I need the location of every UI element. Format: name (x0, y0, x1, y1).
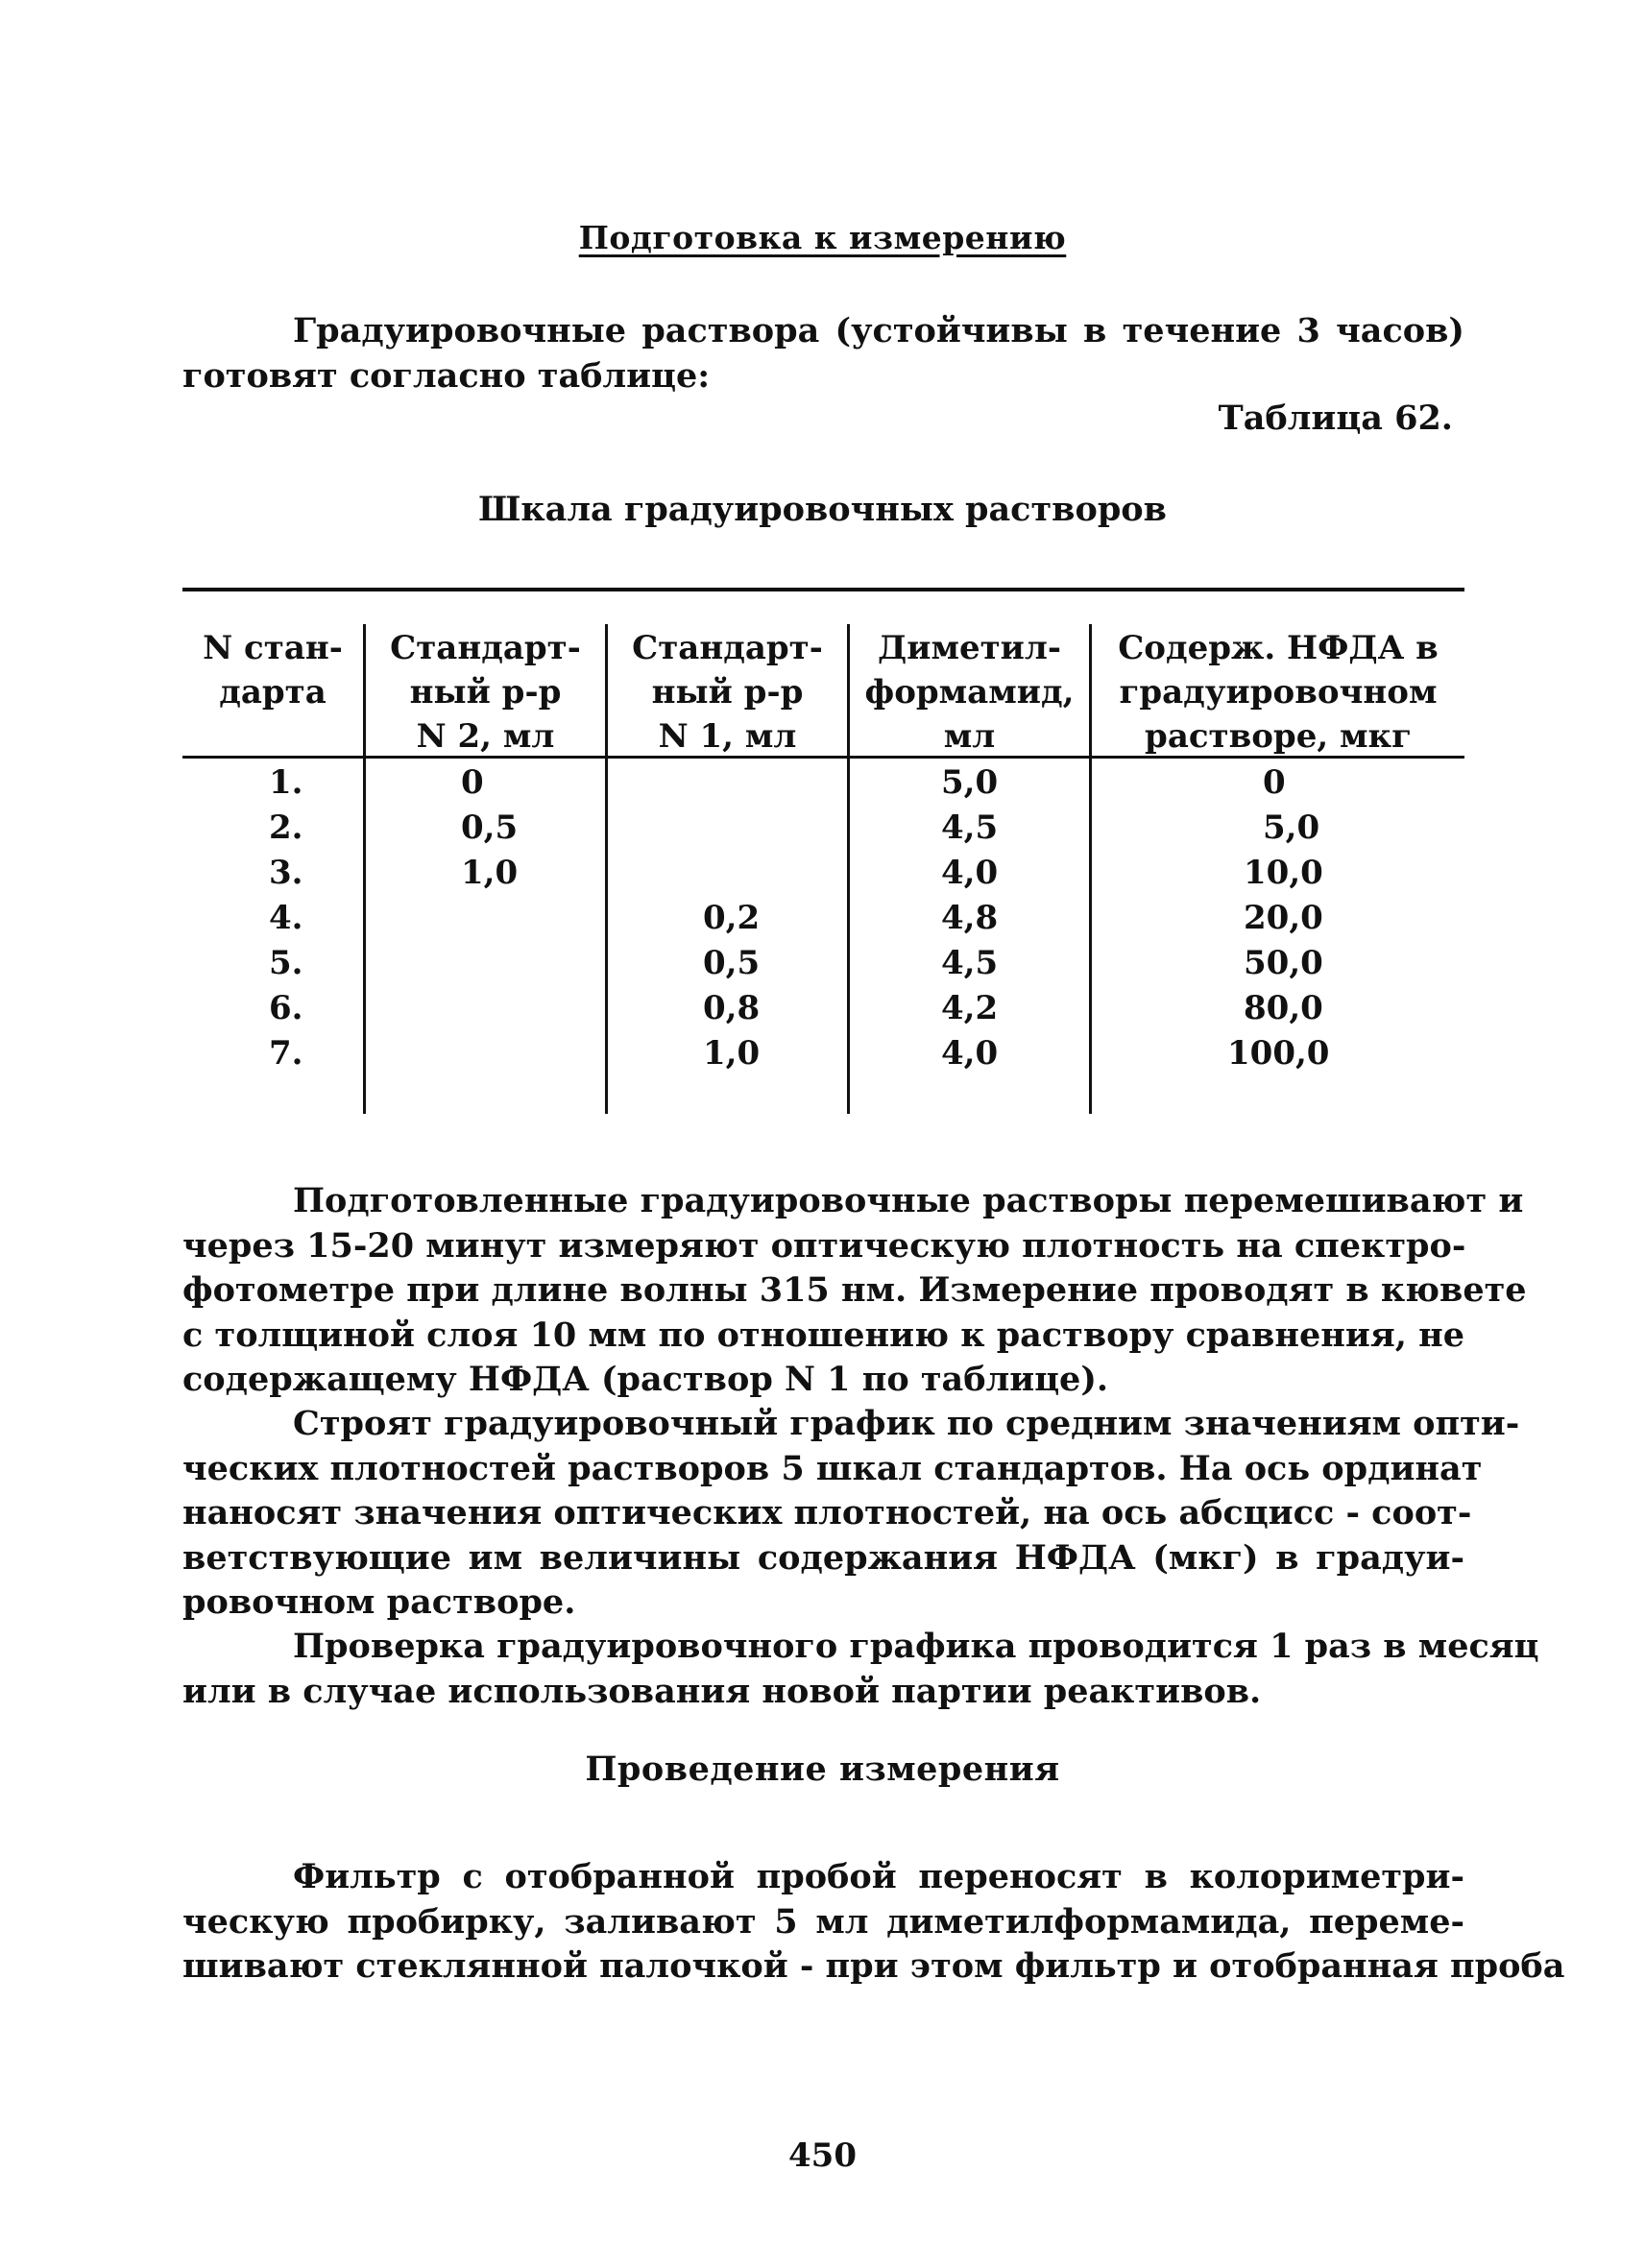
text-line: Подготовленные градуировочные растворы перемешивают и (293, 1181, 1524, 1220)
row-number: 3. (269, 854, 303, 892)
cell-content: 0 (1263, 763, 1286, 802)
header-standard-solution-1: Стандарт- ный р-р N 1, мл (632, 629, 823, 756)
cell-content: 100,0 (1227, 1034, 1330, 1073)
cell-sol1: 0,2 (703, 899, 761, 937)
text-line: через 15-20 минут измеряют оптическую плотность на спектро- (182, 1225, 1466, 1266)
cell-content: 50,0 (1244, 944, 1323, 982)
cell-dmf: 4,5 (941, 808, 999, 847)
cell-dmf: 4,0 (941, 1034, 999, 1073)
text-line: Строят градуировочный график по средним значениям опти- (293, 1404, 1520, 1443)
paragraph-measurement (182, 1179, 1527, 1403)
text-line: Градуировочные раствора (устойчивы в течение 3 часов) (293, 311, 1464, 350)
text-line: содержащему НФДА (раствор N 1 по таблице). (182, 1360, 1109, 1399)
table-title: Шкала градуировочных растворов (478, 490, 1167, 529)
cell-content: 10,0 (1244, 854, 1323, 892)
paragraph-check (182, 1625, 1539, 1714)
heading-measurement: Проведение измерения (585, 1749, 1060, 1789)
cell-content: 80,0 (1244, 989, 1323, 1027)
cell-sol2: 0,5 (461, 808, 519, 847)
cell-dmf: 4,0 (941, 854, 999, 892)
header-standard-number: N стан- дарта (203, 629, 343, 712)
paragraph-graph (182, 1402, 1520, 1626)
intro-paragraph (182, 309, 1464, 398)
page-number: 450 (788, 2136, 857, 2175)
row-number: 1. (269, 763, 303, 802)
cell-content: 5,0 (1263, 808, 1320, 847)
header-dimethylformamide: Диметил- формамид, мл (864, 629, 1075, 756)
text-line: фотометре при длине волны 315 нм. Измерение проводят в кювете (182, 1270, 1527, 1310)
text-line: ветствующие им величины содержания НФДА (мкг) в градуи- (182, 1537, 1464, 1578)
header-nfda-content: Содерж. НФДА в градуировочном растворе, мкг (1118, 629, 1439, 756)
text-line: наносят значения оптических плотностей, на ось абсцисс - соот- (182, 1493, 1472, 1532)
header-standard-solution-2: Стандарт- ный р-р N 2, мл (390, 629, 581, 756)
text-line: шивают стеклянной палочкой - при этом фильтр и отобранная проба (182, 1946, 1565, 1986)
cell-dmf: 4,2 (941, 989, 999, 1027)
text-line: ровочном растворе. (182, 1582, 576, 1622)
text-line: готовят согласно таблице: (182, 355, 711, 396)
cell-sol1: 0,8 (703, 989, 761, 1027)
text-line: Фильтр с отобранной пробой переносят в колориметри- (293, 1857, 1464, 1896)
text-line: ческую пробирку, заливают 5 мл диметилформамида, переме- (182, 1901, 1464, 1942)
table-label: Таблица 62. (1218, 398, 1453, 438)
row-number: 4. (269, 899, 303, 937)
text-line: с толщиной слоя 10 мм по отношению к раствору сравнения, не (182, 1315, 1464, 1355)
row-number: 5. (269, 944, 303, 982)
text-line: или в случае использования новой партии реактивов. (182, 1671, 1262, 1711)
cell-dmf: 5,0 (941, 763, 999, 802)
cell-sol1: 1,0 (703, 1034, 761, 1073)
table-top-rule (182, 588, 1464, 591)
paragraph-procedure (182, 1855, 1565, 1990)
cell-content: 20,0 (1244, 899, 1323, 937)
cell-sol2: 1,0 (461, 854, 519, 892)
row-number: 6. (269, 989, 303, 1027)
text-line: Проверка градуировочного графика проводится 1 раз в месяц (293, 1627, 1539, 1666)
row-number: 2. (269, 808, 303, 847)
cell-dmf: 4,8 (941, 899, 999, 937)
cell-sol2: 0 (461, 763, 484, 802)
heading-preparation: Подготовка к измерению (578, 219, 1067, 256)
cell-sol1: 0,5 (703, 944, 761, 982)
row-number: 7. (269, 1034, 303, 1073)
text-line: ческих плотностей растворов 5 шкал стандартов. На ось ординат (182, 1448, 1483, 1488)
cell-dmf: 4,5 (941, 944, 999, 982)
calibration-table (182, 588, 1464, 1125)
